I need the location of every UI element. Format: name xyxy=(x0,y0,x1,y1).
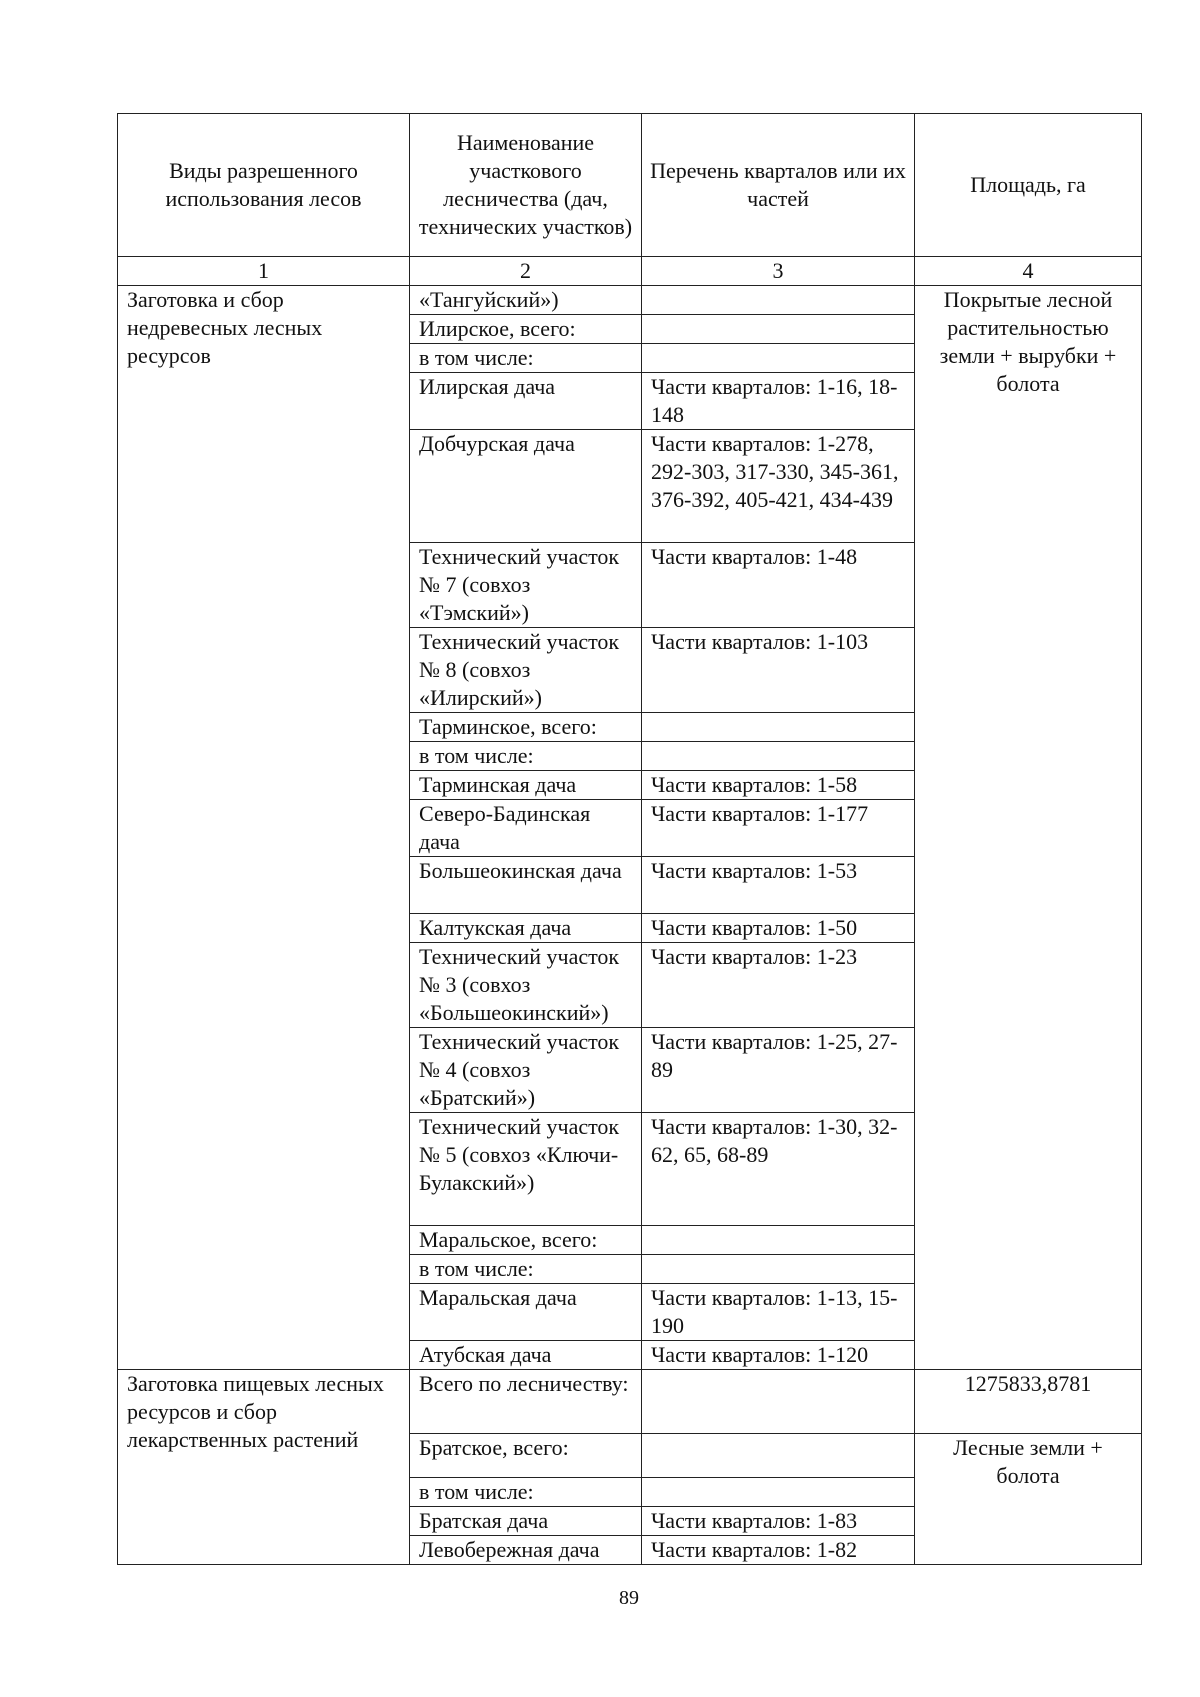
forestry-name-cell: Добчурская дача xyxy=(410,430,642,543)
forestry-name-cell: Большеокинская дача xyxy=(410,857,642,914)
forestry-name-cell: Маральская дача xyxy=(410,1284,642,1341)
header-area: Площадь, га xyxy=(915,114,1142,257)
area-cell: Лесные земли + болота xyxy=(915,1434,1142,1565)
forestry-name-cell: Братская дача xyxy=(410,1507,642,1536)
table-row xyxy=(118,286,1142,315)
quarters-cell: Части кварталов: 1-13, 15-190 xyxy=(642,1284,915,1341)
forestry-name-cell: Маральское, всего: xyxy=(410,1226,642,1255)
quarters-cell xyxy=(642,1370,915,1434)
forestry-name-cell: в том числе: xyxy=(410,742,642,771)
quarters-cell: Части кварталов: 1-83 xyxy=(642,1507,915,1536)
use-type-cell: Заготовка пищевых лесных ресурсов и сбор лекарственных растений xyxy=(118,1370,410,1565)
quarters-cell: Части кварталов: 1-120 xyxy=(642,1341,915,1370)
forestry-name-cell: Атубская дача xyxy=(410,1341,642,1370)
column-number: 3 xyxy=(642,257,915,286)
forestry-name-cell: Тарминское, всего: xyxy=(410,713,642,742)
quarters-cell: Части кварталов: 1-53 xyxy=(642,857,915,914)
forestry-name-cell: Илирское, всего: xyxy=(410,315,642,344)
forestry-name-cell: Тарминская дача xyxy=(410,771,642,800)
quarters-cell xyxy=(642,742,915,771)
forestry-name-cell: в том числе: xyxy=(410,344,642,373)
quarters-cell xyxy=(642,1226,915,1255)
forestry-name-cell: в том числе: xyxy=(410,1255,642,1284)
quarters-cell: Части кварталов: 1-16, 18-148 xyxy=(642,373,915,430)
header-forestry-name: Наименование участкового лесничества (дач, технических участков) xyxy=(410,114,642,257)
table-row xyxy=(118,1370,1142,1434)
forest-use-table xyxy=(117,113,1142,1565)
forestry-name-cell: Северо-Бадинская дача xyxy=(410,800,642,857)
quarters-cell: Части кварталов: 1-278, 292-303, 317-330, 345-361, 376-392, 405-421, 434-439 xyxy=(642,430,915,543)
quarters-cell xyxy=(642,1434,915,1478)
forestry-name-cell: Всего по лесничеству: xyxy=(410,1370,642,1434)
forestry-name-cell: Технический участок № 7 (совхоз «Тэмский») xyxy=(410,543,642,628)
forestry-name-cell: Технический участок № 4 (совхоз «Братский») xyxy=(410,1028,642,1113)
forestry-name-cell: Калтукская дача xyxy=(410,914,642,943)
use-type-cell: Заготовка и сбор недревесных лесных ресурсов xyxy=(118,286,410,1370)
quarters-cell: Части кварталов: 1-177 xyxy=(642,800,915,857)
forestry-name-cell: Братское, всего: xyxy=(410,1434,642,1478)
page-number: 89 xyxy=(619,1587,639,1609)
forestry-name-cell: «Тангуйский») xyxy=(410,286,642,315)
forestry-name-cell: Левобережная дача xyxy=(410,1536,642,1565)
quarters-cell xyxy=(642,1478,915,1507)
column-number: 2 xyxy=(410,257,642,286)
quarters-cell: Части кварталов: 1-103 xyxy=(642,628,915,713)
quarters-cell: Части кварталов: 1-30, 32-62, 65, 68-89 xyxy=(642,1113,915,1226)
quarters-cell xyxy=(642,344,915,373)
quarters-cell: Части кварталов: 1-58 xyxy=(642,771,915,800)
quarters-cell xyxy=(642,315,915,344)
forestry-name-cell: Технический участок № 3 (совхоз «Большеокинский») xyxy=(410,943,642,1028)
header-use-type: Виды разрешенного использования лесов xyxy=(118,114,410,257)
quarters-cell: Части кварталов: 1-82 xyxy=(642,1536,915,1565)
quarters-cell: Части кварталов: 1-23 xyxy=(642,943,915,1028)
area-cell: Покрытые лесной растительностью земли + вырубки + болота xyxy=(915,286,1142,1370)
forestry-name-cell: Технический участок № 8 (совхоз «Илирский») xyxy=(410,628,642,713)
header-quarters: Перечень кварталов или их частей xyxy=(642,114,915,257)
forestry-name-cell: в том числе: xyxy=(410,1478,642,1507)
column-number-row xyxy=(118,257,1142,286)
quarters-cell: Части кварталов: 1-50 xyxy=(642,914,915,943)
column-number: 4 xyxy=(915,257,1142,286)
quarters-cell: Части кварталов: 1-48 xyxy=(642,543,915,628)
quarters-cell: Части кварталов: 1-25, 27-89 xyxy=(642,1028,915,1113)
quarters-cell xyxy=(642,286,915,315)
column-number: 1 xyxy=(118,257,410,286)
quarters-cell xyxy=(642,713,915,742)
forestry-name-cell: Технический участок № 5 (совхоз «Ключи-Булакский») xyxy=(410,1113,642,1226)
quarters-cell xyxy=(642,1255,915,1284)
forestry-name-cell: Илирская дача xyxy=(410,373,642,430)
total-area-cell: 1275833,8781 xyxy=(915,1370,1142,1434)
table-header-row xyxy=(118,114,1142,257)
